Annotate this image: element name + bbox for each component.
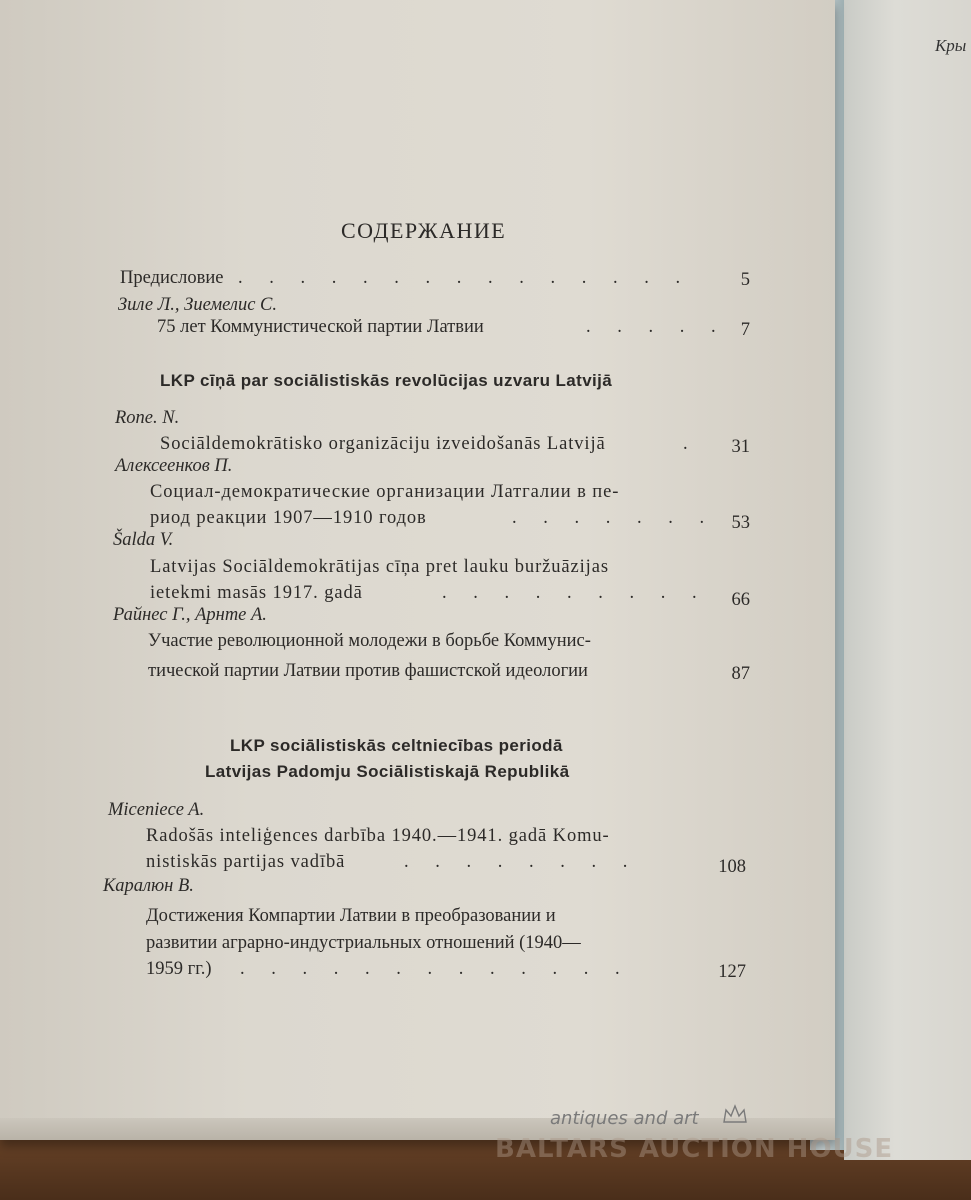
watermark-brand: BALTARS AUCTION HOUSE — [495, 1134, 894, 1164]
toc-leader-dots: . . . . . . . — [512, 508, 716, 528]
toc-entry-title: риод реакции 1907—1910 годов — [150, 508, 427, 528]
toc-leader-dots: . . . . . . . . — [404, 852, 639, 872]
toc-entry-title: Достижения Компартии Латвии в преобразовании и — [146, 906, 556, 926]
page-title: СОДЕРЖАНИЕ — [341, 218, 507, 243]
toc-author: Алексеенков П. — [115, 456, 233, 476]
crown-icon — [722, 1104, 748, 1124]
toc-leader-dots: . . . . . . . . . . . . . . . — [238, 268, 692, 288]
toc-leader-dots: . . . . . . . . . — [442, 583, 708, 603]
toc-entry-title: Latvijas Sociāldemokrātijas cīņa pret lauku buržuāzijas — [150, 557, 609, 577]
toc-leader-dots: . . . . . . . . . . . . . — [240, 959, 631, 979]
toc-leader-dots: . — [683, 434, 699, 454]
facing-page-text: Кры — [935, 36, 967, 55]
watermark-tagline: antiques and art — [550, 1108, 699, 1129]
toc-author: Šalda V. — [113, 530, 174, 550]
facing-page — [844, 0, 971, 1160]
toc-entry-title: Социал-демократические организации Латгалии в пе- — [150, 482, 620, 502]
toc-entry-title: 1959 гг.) — [146, 959, 212, 979]
toc-page-number: 66 — [731, 590, 750, 610]
toc-entry-title: тической партии Латвии против фашистской идеологии — [148, 661, 588, 681]
toc-author: Райнес Г., Арнте А. — [113, 605, 267, 625]
toc-leader-dots: . . . . . — [586, 317, 727, 337]
section-heading: Latvijas Padomju Sociālistiskajā Republikā — [205, 762, 570, 781]
toc-entry-title: развитии аграрно-индустриальных отношений (1940— — [146, 933, 581, 953]
toc-page-number: 53 — [731, 513, 750, 533]
toc-page-number: 31 — [731, 437, 750, 457]
toc-entry-title: Sociāldemokrātisko organizāciju izveidošanās Latvijā — [160, 434, 606, 454]
toc-page-number: 127 — [718, 962, 746, 982]
section-heading: LKP sociālistiskās celtniecības periodā — [230, 736, 563, 755]
toc-page-number: 108 — [718, 857, 746, 877]
toc-entry-title: Участие революционной молодежи в борьбе Коммунис- — [148, 631, 591, 651]
toc-entry-title: 75 лет Коммунистической партии Латвии — [157, 317, 484, 337]
toc-author: Rone. N. — [115, 408, 180, 428]
toc-entry-title: Radošās inteliģences darbība 1940.—1941. gadā Komu- — [146, 826, 610, 846]
toc-entry-title: Предисловие — [120, 268, 224, 288]
toc-page-number: 5 — [740, 270, 750, 290]
toc-author: Зиле Л., Зиемелис С. — [118, 295, 278, 315]
toc-author: Miceniece A. — [108, 800, 205, 820]
toc-author: Каралюн В. — [103, 876, 194, 896]
toc-page-number: 7 — [740, 320, 750, 340]
toc-page-number: 87 — [731, 664, 750, 684]
toc-entry-title: ietekmi masās 1917. gadā — [150, 583, 363, 603]
section-heading: LKP cīņā par sociālistiskās revolūcijas uzvaru Latvijā — [160, 371, 613, 390]
toc-entry-title: nistiskās partijas vadībā — [146, 852, 346, 872]
